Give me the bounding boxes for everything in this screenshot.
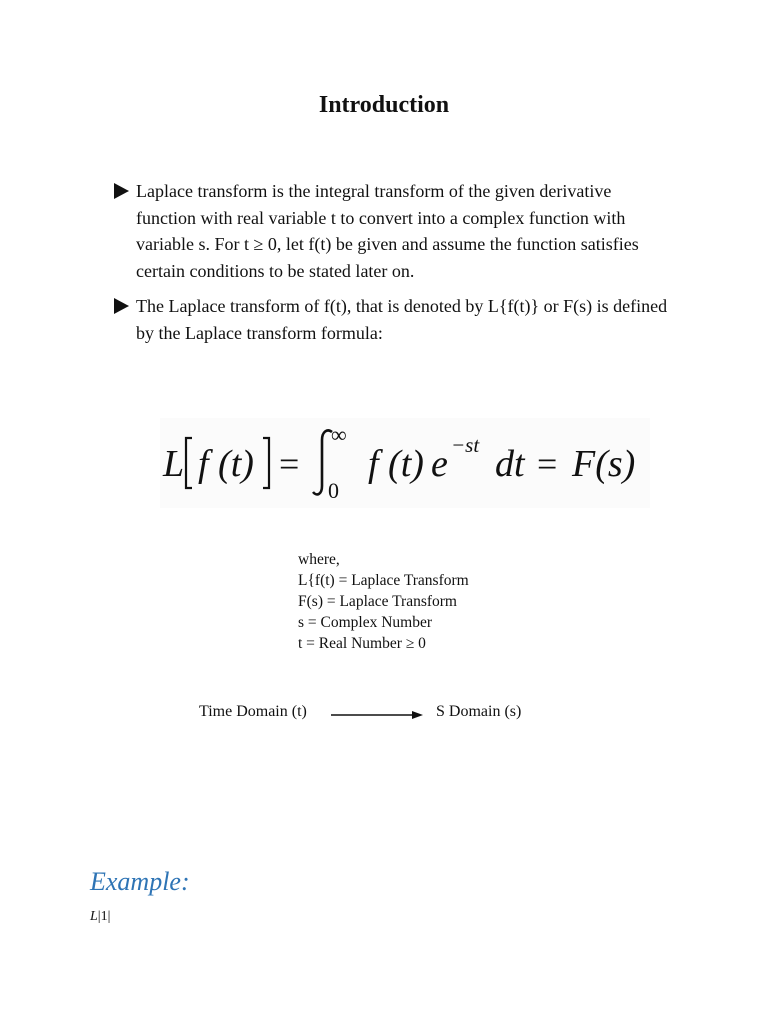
definition-line: L{f(t) = Laplace Transform	[298, 572, 469, 589]
s-domain-label: S Domain (s)	[436, 703, 522, 720]
right-bracket-icon	[263, 438, 269, 488]
formula-equals-2: =	[537, 444, 558, 484]
formula-e: e	[431, 443, 448, 485]
example-L: L	[90, 909, 98, 924]
left-bracket-icon	[186, 438, 192, 488]
formula-rhs: F(s)	[572, 443, 636, 485]
integral-lower-limit: 0	[328, 478, 339, 503]
formula-L: L	[163, 443, 185, 485]
triangle-bullet-icon	[114, 183, 129, 199]
formula-exponent: −st	[451, 433, 480, 457]
page-title: Introduction	[318, 92, 450, 118]
formula-integrand-f: f (t)	[368, 443, 424, 485]
laplace-formula	[160, 418, 650, 508]
variable-definitions	[298, 549, 469, 654]
definition-line: t = Real Number ≥ 0	[298, 635, 426, 652]
example-heading: Example:	[90, 867, 190, 896]
bullet-item	[114, 293, 674, 346]
definition-line: s = Complex Number	[298, 614, 433, 631]
bullet-text: The Laplace transform of f(t), that is denoted by L{f(t)} or F(s) is defined by the Laplace transform formula:	[136, 296, 668, 343]
left-bar-icon: |	[97, 909, 101, 924]
where-intro: where,	[298, 551, 340, 568]
example-argument: 1	[100, 909, 108, 924]
bullet-item	[114, 178, 674, 284]
integral-upper-limit: ∞	[331, 422, 347, 447]
bullet-text: Laplace transform is the integral transform of the given derivative function with real variable t to convert into a complex function with variable s. For t ≥ 0, let f(t) be given and assume the function satisfies certain conditions to be stated later on.	[136, 181, 639, 281]
formula-equals-1: =	[279, 444, 300, 484]
example-expression	[90, 909, 110, 925]
formula-lhs-arg: f (t)	[198, 443, 254, 485]
definition-line: F(s) = Laplace Transform	[298, 593, 457, 610]
triangle-bullet-icon	[114, 298, 129, 314]
formula-dt: dt	[495, 443, 525, 485]
right-arrow-icon	[330, 707, 425, 723]
time-domain-label: Time Domain (t)	[199, 703, 307, 720]
right-bar-icon: |	[107, 909, 111, 924]
